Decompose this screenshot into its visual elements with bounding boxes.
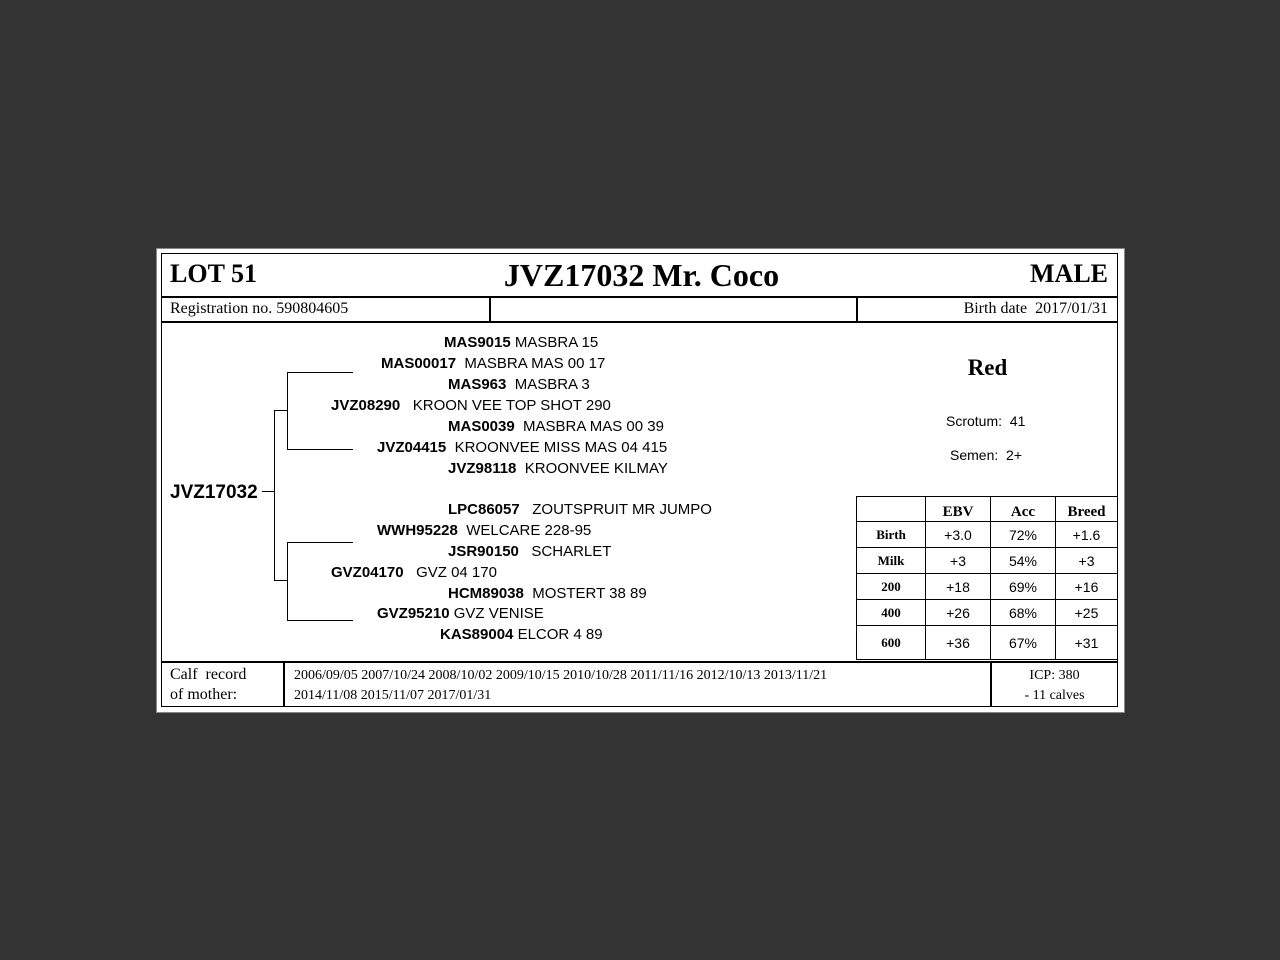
lot-card <box>156 248 1125 713</box>
calf-dates-line2: 2014/11/08 2015/11/07 2017/01/31 <box>294 688 492 703</box>
ebv-breed-avg: +3 <box>1056 548 1118 574</box>
animal-title: JVZ17032 Mr. Coco <box>503 257 780 293</box>
pedigree-id: MAS00017 <box>381 355 457 372</box>
ped-line <box>274 580 288 581</box>
registration-value: 590804605 <box>276 300 349 317</box>
birth-date-label: Birth date <box>963 300 1028 317</box>
semen-value: 2+ <box>1006 447 1022 463</box>
pedigree-id: LPC86057 <box>448 501 520 518</box>
pedigree-id: JVZ04415 <box>377 439 447 456</box>
pedigree-id: JSR90150 <box>448 543 519 560</box>
animal-id: JVZ17032 <box>170 482 258 503</box>
pedigree-id: WWH95228 <box>377 522 458 539</box>
semen-measure <box>950 447 1022 463</box>
pedigree-name: MASBRA MAS 00 39 <box>523 418 664 435</box>
ebv-row-label: 400 <box>857 600 926 626</box>
pedigree-name: MOSTERT 38 89 <box>532 585 647 602</box>
pedigree-id: KAS89004 <box>440 626 514 643</box>
ped-line <box>262 491 274 492</box>
pedigree-id: JVZ08290 <box>331 397 401 414</box>
ebv-row <box>857 548 1118 574</box>
icp-summary <box>991 666 1118 706</box>
pedigree-name: KROONVEE MISS MAS 04 415 <box>454 439 668 456</box>
scrotum-value: 41 <box>1009 413 1026 429</box>
ebv-accuracy: 68% <box>991 600 1056 626</box>
sex-label: MALE <box>1030 259 1108 288</box>
pedigree-name: WELCARE 228-95 <box>466 522 592 539</box>
ebv-corner-cell <box>857 497 926 522</box>
ebv-row-label: Birth <box>857 522 926 548</box>
ebv-breed-avg: +25 <box>1056 600 1118 626</box>
ebv-header-breed: Breed <box>1056 497 1118 522</box>
ebv-accuracy: 69% <box>991 574 1056 600</box>
ebv-value: +26 <box>926 600 991 626</box>
ebv-header-ebv: EBV <box>926 497 991 522</box>
pedigree-sire-sire <box>381 355 605 372</box>
lot-number: LOT 51 <box>170 259 257 288</box>
pedigree-name: MASBRA 15 <box>514 334 599 351</box>
ped-line <box>287 449 353 450</box>
blank-cell <box>490 297 857 322</box>
calves-count: - 11 calves <box>1024 688 1085 703</box>
pedigree-dam-dam-dam <box>440 626 603 643</box>
ebv-accuracy: 67% <box>991 626 1056 660</box>
ebv-header-acc: Acc <box>991 497 1056 522</box>
ebv-header-row <box>857 497 1118 522</box>
scrotum-measure <box>946 413 1025 429</box>
ped-line <box>287 620 353 621</box>
pedigree-dam-sire-dam <box>448 543 611 560</box>
pedigree-id: MAS963 <box>448 376 507 393</box>
pedigree-sire-dam-dam <box>448 460 668 477</box>
ebv-breed-avg: +1.6 <box>1056 522 1118 548</box>
pedigree-name: KROONVEE KILMAY <box>524 460 668 477</box>
ebv-row-label: 200 <box>857 574 926 600</box>
pedigree-dam-dam <box>377 605 544 622</box>
pedigree-dam-dam-sire <box>448 585 647 602</box>
ebv-accuracy: 72% <box>991 522 1056 548</box>
calf-record-dates <box>294 666 827 706</box>
birth-date <box>964 300 1108 318</box>
pedigree-sire-dam <box>377 439 667 456</box>
pedigree-dam-sire-sire <box>448 501 712 518</box>
ebv-row <box>857 600 1118 626</box>
pedigree-name: MASBRA MAS 00 17 <box>464 355 606 372</box>
pedigree-id: GVZ04170 <box>331 564 404 581</box>
ebv-value: +3 <box>926 548 991 574</box>
calf-record-label-line1: Calf record <box>170 666 247 683</box>
pedigree-name: GVZ VENISE <box>453 605 544 622</box>
semen-label: Semen: <box>950 447 999 463</box>
pedigree-id: MAS0039 <box>448 418 515 435</box>
ebv-row <box>857 522 1118 548</box>
scrotum-label: Scrotum: <box>946 413 1003 429</box>
pedigree-sire <box>331 397 611 414</box>
birth-date-value: 2017/01/31 <box>1035 300 1108 317</box>
calf-record-label <box>170 665 246 705</box>
ped-line <box>274 410 275 581</box>
pedigree-dam-sire <box>377 522 591 539</box>
ebv-value: +18 <box>926 574 991 600</box>
pedigree-name: MASBRA 3 <box>514 376 590 393</box>
registration-number <box>170 300 348 318</box>
pedigree-id: GVZ95210 <box>377 605 450 622</box>
pedigree-name: ZOUTSPRUIT MR JUMPO <box>532 501 712 518</box>
ped-line <box>287 542 353 543</box>
ebv-row <box>857 574 1118 600</box>
pedigree-name: ELCOR 4 89 <box>517 626 603 643</box>
ped-line <box>274 410 288 411</box>
pedigree-id: MAS9015 <box>444 334 511 351</box>
colour-label: Red <box>967 355 1008 380</box>
pedigree-id: HCM89038 <box>448 585 524 602</box>
calf-record-label-line2: of mother: <box>170 686 238 703</box>
pedigree-sire-sire-sire <box>444 334 598 351</box>
ebv-value: +3.0 <box>926 522 991 548</box>
ebv-row-label: 600 <box>857 626 926 660</box>
calf-dates-line1: 2006/09/05 2007/10/24 2008/10/02 2009/10/15 2010/10/28 2011/11/16 2012/10/13 2013/11/21 <box>294 668 828 683</box>
ebv-table <box>856 496 1118 660</box>
ebv-row-label: Milk <box>857 548 926 574</box>
pedigree-sire-dam-sire <box>448 418 664 435</box>
ebv-breed-avg: +16 <box>1056 574 1118 600</box>
ebv-accuracy: 54% <box>991 548 1056 574</box>
pedigree-id: JVZ98118 <box>448 460 517 477</box>
icp-value: ICP: 380 <box>1029 668 1080 683</box>
pedigree-name: KROON VEE TOP SHOT 290 <box>412 397 611 414</box>
ebv-row <box>857 626 1118 660</box>
ped-line <box>287 372 288 450</box>
pedigree-dam <box>331 564 497 581</box>
registration-label: Registration no. <box>170 300 273 317</box>
ped-line <box>287 542 288 621</box>
ebv-value: +36 <box>926 626 991 660</box>
pedigree-name: SCHARLET <box>531 543 612 560</box>
pedigree-sire-sire-dam <box>448 376 590 393</box>
pedigree-name: GVZ 04 170 <box>416 564 497 581</box>
ebv-breed-avg: +31 <box>1056 626 1118 660</box>
ped-line <box>287 372 353 373</box>
